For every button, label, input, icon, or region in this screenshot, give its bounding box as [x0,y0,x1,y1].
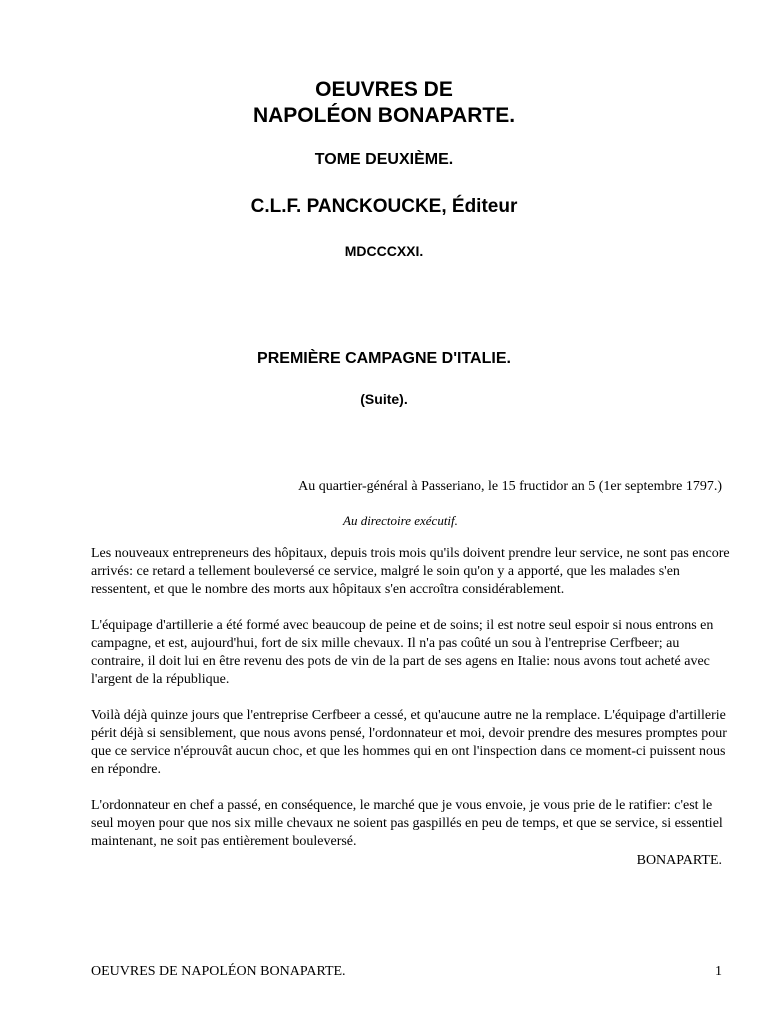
letter-signature: BONAPARTE. [636,853,722,868]
volume-label: TOME DEUXIÈME. [314,151,454,168]
page-number: 1 [715,964,722,979]
letter-paragraph: L'ordonnateur en chef a passé, en conséquence, le marché que je vous envoie, je vous prie de le ratifier: c'est le seul moyen pour que nos six mille chevaux ne soient pas gaspillés en peu de temps, et que se service, si essentiel maintenant, ne soit pas entièrement bouleversé. [91,798,723,849]
letter-addressee: Au directoire exécutif. [343,513,458,528]
publication-year: MDCCCXXI. [344,243,424,259]
book-title-line-1: OEUVRES DE [315,78,453,101]
letter-body [91,545,731,869]
section-subtitle: (Suite). [360,391,408,407]
section-title: PREMIÈRE CAMPAGNE D'ITALIE. [257,350,511,367]
book-title-line-2: NAPOLÉON BONAPARTE. [252,104,516,127]
footer-running-title: OEUVRES DE NAPOLÉON BONAPARTE. [91,964,346,979]
letter-paragraph: Voilà déjà quinze jours que l'entreprise Cerfbeer a cessé, et qu'aucune autre ne la remplace. L'équipage d'artillerie périt déjà si sensiblement, que nous avons pensé, l'ordonnateur et moi, devoir prendre des mesures promptes pour que ce service n'éprouvât aucun choc, et que les hommes qui en ont l'inspection dans ce moment-ci puissent nous en répondre. [91,708,727,777]
publisher-label: C.L.F. PANCKOUCKE, Éditeur [250,196,518,217]
letter-dateline: Au quartier-général à Passeriano, le 15 fructidor an 5 (1er septembre 1797.) [298,479,722,494]
letter-paragraph: L'équipage d'artillerie a été formé avec beaucoup de peine et de soins; il est notre seul espoir si nous entrons en campagne, et est, aujourd'hui, fort de six mille chevaux. Il n'a pas coûté un sou à l'entreprise Cerfbeer; au contraire, il doit lui en être revenu des pots de vin de la part de ses agens en Italie: nous avons tout acheté avec l'argent de la république. [91,618,714,687]
letter-paragraph: Les nouveaux entrepreneurs des hôpitaux, depuis trois mois qu'ils doivent prendre leur service, ne sont pas encore arrivés: ce retard a tellement bouleversé ce service, malgré le soin qu'on y a apporté, que les malades s'en ressentent, et que le nombre des morts aux hôpitaux s'en accroîtra considérablement. [91,546,730,597]
